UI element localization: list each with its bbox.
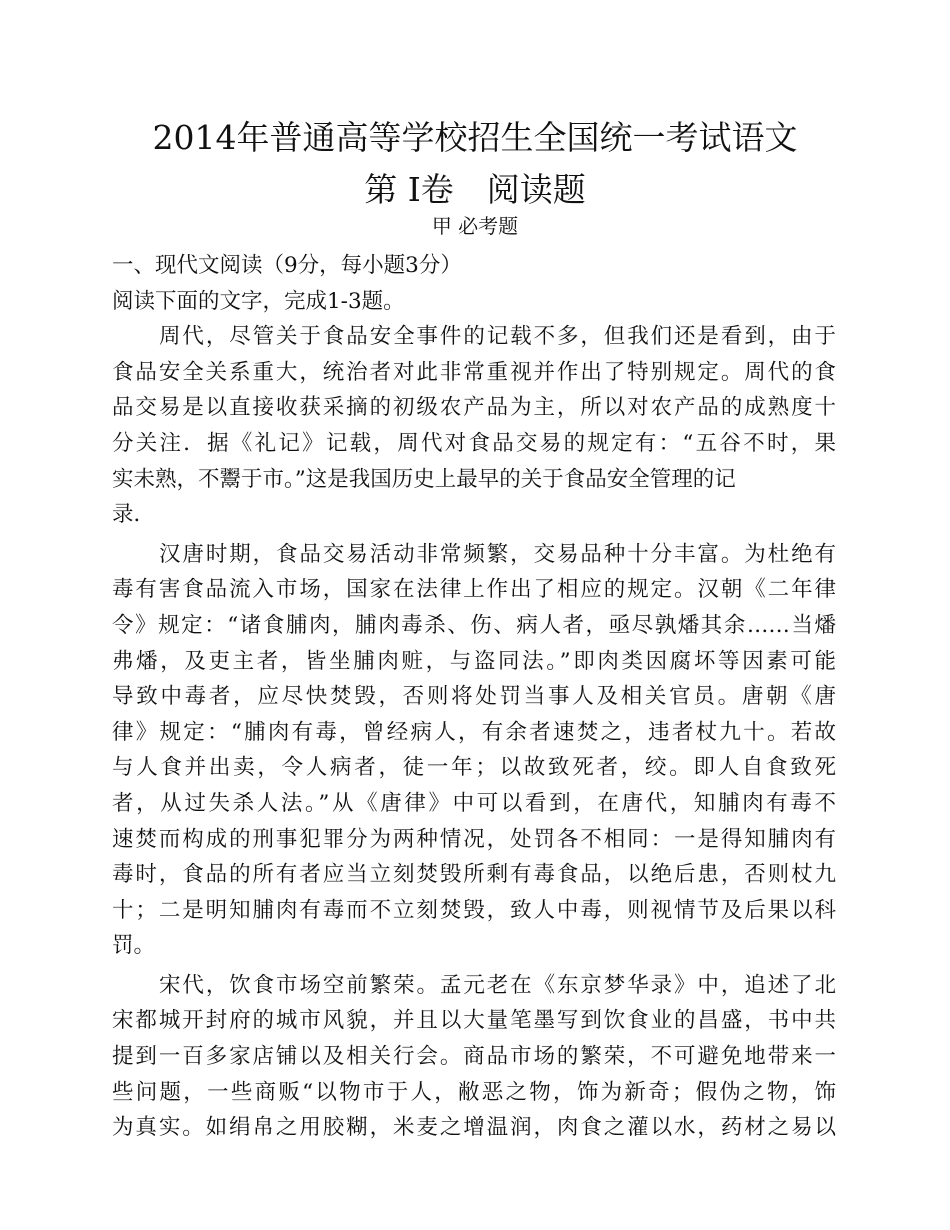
paragraph-line: 分关注．据《礼记》记载，周代对食品交易的规定有：“五谷不时，果 (112, 430, 836, 456)
paragraph-line: 弗燔，及吏主者，皆坐脯肉赃，与盗同法。”即肉类因腐坏等因素可能 (112, 648, 836, 674)
paragraph-zhou (112, 319, 836, 533)
paragraph-line: 与人食并出卖，令人病者，徒一年；以故致死者，绞。即人自食致死 (112, 755, 836, 781)
volume-title: 第 I卷 阅读题 (364, 170, 586, 209)
paragraph-line: 提到一百多家店铺以及相关行会。商品市场的繁荣，不可避免地带来一 (112, 1044, 836, 1070)
paragraph-line: 录． (112, 502, 156, 528)
exam-title: 2014年普通高等学校招生全国统一考试语文 (152, 118, 798, 157)
question-instruction: 阅读下面的文字，完成1-3题。 (112, 288, 405, 314)
paragraph-line: 导致中毒者，应尽快焚毁，否则将处罚当事人及相关官员。唐朝《唐 (112, 684, 836, 710)
section-title: 甲 必考题 (431, 214, 519, 238)
paragraph-song (112, 968, 836, 1146)
paragraph-line: 品交易是以直接收获采摘的初级农产品为主，所以对农产品的成熟度十 (112, 395, 836, 421)
paragraph-line: 汉唐时期，食品交易活动非常频繁，交易品种十分丰富。为杜绝有 (159, 541, 836, 567)
paragraph-line: 毒有害食品流入市场，国家在法律上作出了相应的规定。汉朝《二年律 (112, 577, 836, 603)
exam-content (112, 248, 836, 1146)
paragraph-line: 罚。 (112, 933, 156, 959)
paragraph-line: 食品安全关系重大，统治者对此非常重视并作出了特别规定。周代的食 (112, 359, 836, 385)
paragraph-line: 实未熟，不鬻于市。”这是我国历史上最早的关于食品安全管理的记 (112, 466, 736, 492)
paragraph-line: 令》规定：“诸食脯肉，脯肉毒杀、伤、病人者，亟尽孰燔其余……当燔 (112, 612, 836, 638)
paragraph-line: 周代，尽管关于食品安全事件的记载不多，但我们还是看到，由于 (159, 324, 836, 350)
paragraph-han-tang (112, 537, 836, 964)
paragraph-line: 宋都城开封府的城市风貌，并且以大量笔墨写到饮食业的昌盛，书中共 (112, 1008, 836, 1034)
paragraph-line: 宋代，饮食市场空前繁荣。孟元老在《东京梦华录》中，追述了北 (159, 972, 836, 998)
paragraph-line: 些问题，一些商贩“以物市于人，敝恶之物，饰为新奇；假伪之物，饰 (112, 1079, 836, 1105)
paragraph-line: 十；二是明知脯肉有毒而不立刻焚毁，致人中毒，则视情节及后果以科 (112, 897, 836, 923)
paragraph-line: 者，从过失杀人法。”从《唐律》中可以看到，在唐代，知脯肉有毒不 (112, 790, 836, 816)
question-heading: 一、现代文阅读（9分，每小题3分） (112, 253, 462, 278)
paragraph-line: 为真实。如绢帛之用胶糊，米麦之增温润，肉食之灌以水，药材之易以 (112, 1115, 836, 1141)
paragraph-line: 速焚而构成的刑事犯罪分为两种情况，处罚各不相同：一是得知脯肉有 (112, 826, 836, 852)
paragraph-line: 毒时，食品的所有者应当立刻焚毁所剩有毒食品，以绝后患，否则杖九 (112, 862, 836, 888)
paragraph-line: 律》规定：“脯肉有毒，曾经病人，有余者速焚之，违者杖九十。若故 (112, 719, 836, 745)
